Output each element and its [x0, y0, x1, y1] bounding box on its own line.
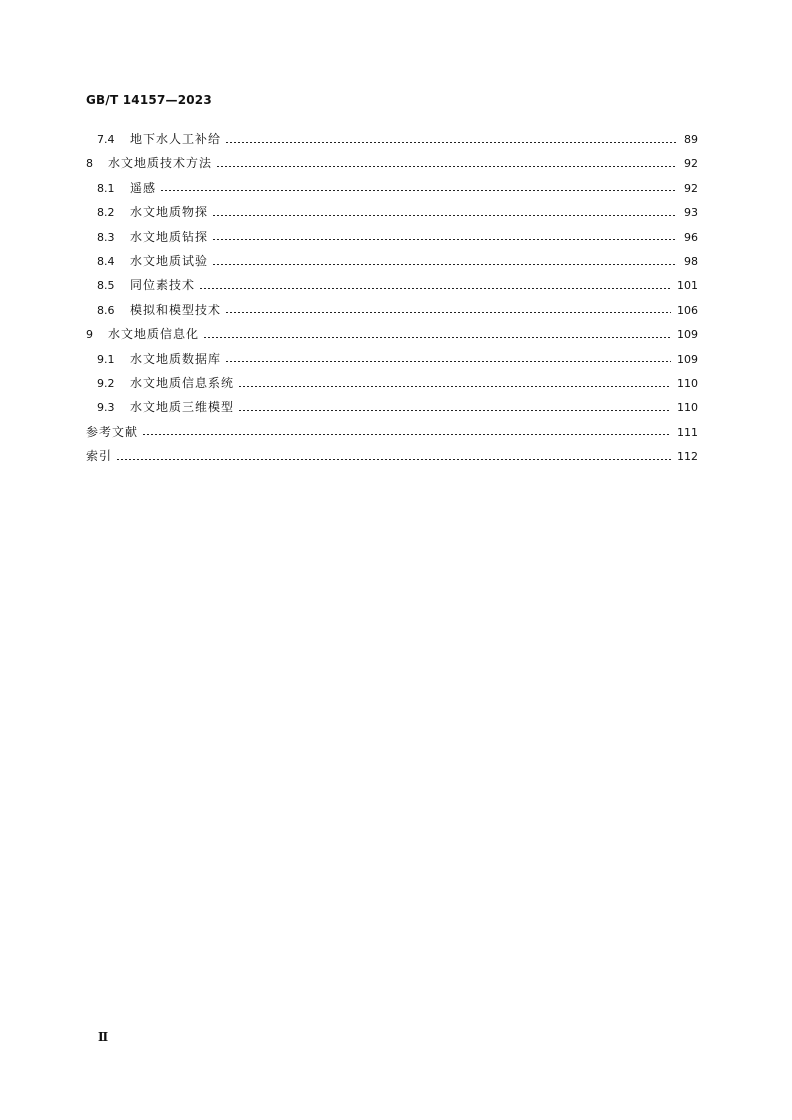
toc-entry-number: 9.1 — [97, 352, 115, 366]
dot-leader — [225, 312, 671, 313]
table-of-contents — [86, 127, 698, 468]
document-header — [86, 93, 212, 107]
toc-entry-number: 9 — [86, 328, 93, 342]
toc-entry-title: 水文地质试验 — [130, 253, 209, 268]
toc-entry[interactable] — [86, 176, 698, 200]
toc-entry[interactable] — [86, 395, 698, 419]
toc-entry-page: 109 — [677, 328, 698, 342]
page-number: Ⅱ — [98, 1030, 109, 1044]
toc-entry-page: 112 — [677, 450, 698, 464]
standard-code: GB/T 14157—2023 — [86, 93, 212, 107]
toc-entry-number: 8.1 — [97, 181, 115, 195]
toc-entry-title: 水文地质信息系统 — [130, 375, 235, 390]
toc-entry-title: 水文地质数据库 — [130, 351, 222, 366]
toc-entry[interactable] — [86, 371, 698, 395]
toc-entry-page: 109 — [677, 352, 698, 366]
toc-entry-title: 索引 — [86, 449, 113, 464]
toc-entry[interactable] — [86, 347, 698, 371]
dot-leader — [212, 215, 676, 216]
dot-leader — [116, 459, 671, 460]
toc-entry-title: 水文地质三维模型 — [130, 400, 235, 415]
toc-entry-number: 8.3 — [97, 230, 115, 244]
toc-entry[interactable] — [86, 273, 698, 297]
toc-entry-title: 水文地质技术方法 — [108, 156, 213, 171]
dot-leader — [216, 166, 676, 167]
dot-leader — [238, 410, 671, 411]
toc-entry-page: 101 — [677, 279, 698, 293]
toc-entry-page: 93 — [684, 206, 698, 220]
dot-leader — [225, 142, 676, 143]
toc-entry-number: 8 — [86, 157, 93, 171]
toc-entry-number: 9.3 — [97, 401, 115, 415]
dot-leader — [238, 386, 671, 387]
toc-entry-number: 8.2 — [97, 206, 115, 220]
toc-entry[interactable] — [86, 200, 698, 224]
toc-entry[interactable] — [86, 322, 698, 346]
toc-entry-page: 110 — [677, 376, 698, 390]
toc-entry-page: 106 — [677, 303, 698, 317]
dot-leader — [160, 190, 676, 191]
dot-leader — [142, 434, 671, 435]
dot-leader — [225, 361, 671, 362]
toc-entry-title: 水文地质钻探 — [130, 229, 209, 244]
dot-leader — [203, 337, 671, 338]
toc-entry-page: 92 — [684, 157, 698, 171]
toc-entry-page: 89 — [684, 133, 698, 146]
toc-entry-number: 8.5 — [97, 279, 115, 293]
dot-leader — [212, 239, 676, 240]
toc-entry-page: 111 — [677, 425, 698, 439]
toc-entry-number: 9.2 — [97, 376, 115, 390]
toc-entry[interactable] — [86, 420, 698, 444]
toc-entry[interactable] — [86, 225, 698, 249]
toc-entry-title: 水文地质物探 — [130, 205, 209, 220]
toc-entry[interactable] — [86, 249, 698, 273]
toc-entry-page: 110 — [677, 401, 698, 415]
toc-entry[interactable] — [86, 151, 698, 175]
toc-entry-page: 92 — [684, 181, 698, 195]
dot-leader — [212, 264, 676, 265]
toc-entry-page: 96 — [684, 230, 698, 244]
toc-entry-number: 8.4 — [97, 254, 115, 268]
toc-entry[interactable] — [86, 127, 698, 151]
toc-entry-page: 98 — [684, 254, 698, 268]
toc-entry-title: 参考文献 — [86, 424, 139, 439]
toc-entry-number: 8.6 — [97, 303, 115, 317]
toc-entry[interactable] — [86, 444, 698, 468]
toc-entry-title: 水文地质信息化 — [108, 327, 200, 342]
dot-leader — [199, 288, 671, 289]
toc-entry-title: 地下水人工补给 — [130, 132, 222, 146]
toc-entry-title: 模拟和模型技术 — [130, 302, 222, 317]
toc-entry-title: 遥感 — [130, 180, 157, 195]
toc-entry[interactable] — [86, 298, 698, 322]
toc-entry-number: 7.4 — [97, 133, 115, 146]
toc-entry-title: 同位素技术 — [130, 278, 196, 293]
